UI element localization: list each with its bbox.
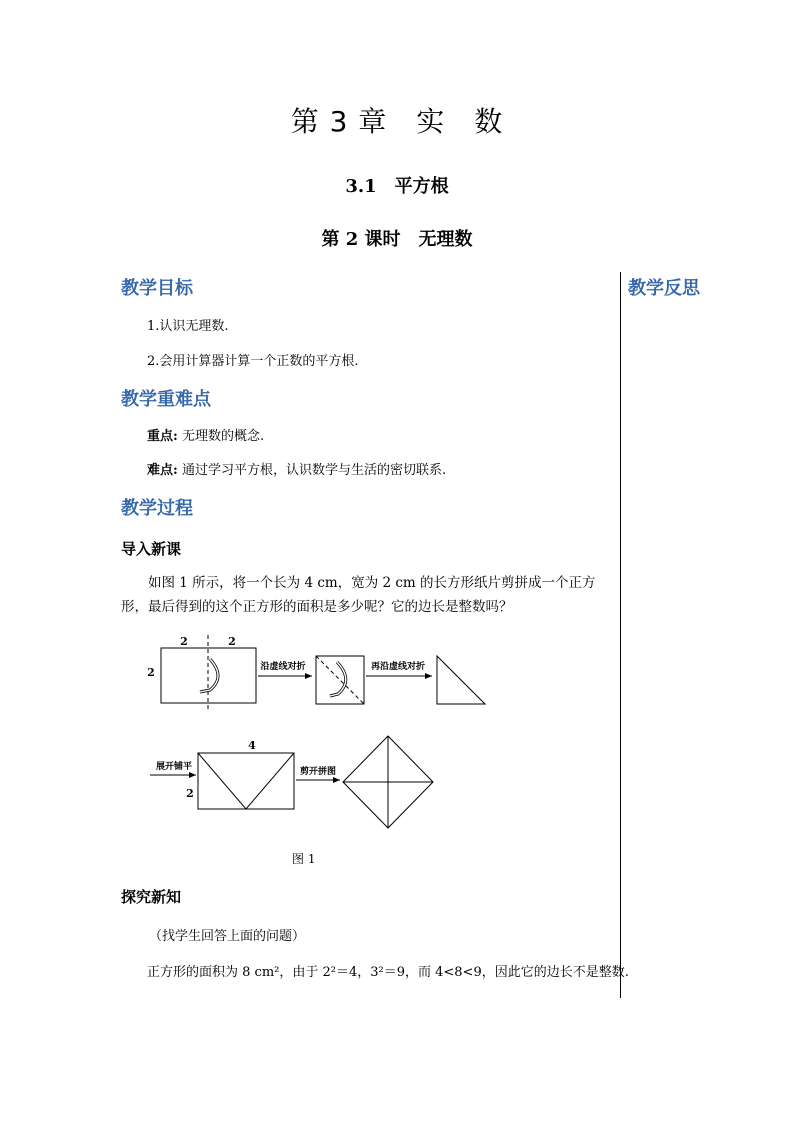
step-3-label: 展开铺平 bbox=[155, 762, 193, 772]
key-point-text: 无理数的概念. bbox=[177, 429, 265, 444]
step-1-label: 沿虚线对折 bbox=[260, 662, 306, 672]
keypoints-heading: 教学重难点 bbox=[121, 389, 211, 410]
hard-point-line bbox=[147, 459, 446, 478]
column-divider bbox=[620, 272, 621, 998]
hard-point-label: 难点: bbox=[147, 463, 178, 478]
goal-item-2: 2.会用计算器计算一个正数的平方根. bbox=[147, 354, 359, 369]
explore-paragraph: 正方形的面积为 8 cm²，由于 2²＝4，3²＝9，而 4<8<9，因此它的边长不是整数. bbox=[147, 965, 629, 980]
label-top-left: 2 bbox=[180, 635, 188, 648]
intro-heading: 导入新课 bbox=[121, 540, 182, 558]
fold-arrow-icon-2 bbox=[330, 662, 346, 696]
figure-caption: 图 1 bbox=[292, 852, 316, 866]
label-top-right: 2 bbox=[228, 635, 236, 648]
intro-paragraph: 如图 1 所示，将一个长为 4 cm，宽为 2 cm 的长方形纸片剪拼成一个正方形，最后得到的这个正方形的面积是多少呢？它的边长是整数吗？ bbox=[121, 575, 596, 615]
goals-heading: 教学目标 bbox=[121, 278, 193, 299]
key-point-label: 重点: bbox=[147, 429, 178, 444]
explore-note: （找学生回答上面的问题） bbox=[149, 929, 306, 944]
step-2-label: 再沿虚线对折 bbox=[370, 662, 426, 672]
unfolded-sheet bbox=[198, 753, 294, 809]
step-4-label: 剪开拼图 bbox=[299, 767, 337, 777]
figure-row-1 bbox=[147, 635, 485, 712]
explore-heading: 探究新知 bbox=[121, 888, 182, 906]
chapter-title: 第 3 章 实 数 bbox=[290, 105, 504, 138]
process-heading: 教学过程 bbox=[121, 498, 193, 519]
reflection-heading: 教学反思 bbox=[628, 278, 700, 299]
triangle-sheet bbox=[437, 656, 485, 704]
cut-lines bbox=[198, 753, 294, 809]
figure-row-2 bbox=[150, 736, 433, 828]
label-length: 4 bbox=[248, 739, 256, 752]
label-width: 2 bbox=[186, 787, 194, 800]
lesson-title: 第 2 课时 无理数 bbox=[321, 229, 473, 250]
label-side: 2 bbox=[147, 666, 155, 679]
hard-point-text: 通过学习平方根，认识数学与生活的密切联系. bbox=[177, 463, 447, 478]
section-title: 3.1 平方根 bbox=[345, 176, 449, 197]
goal-item-1: 1.认识无理数. bbox=[147, 319, 229, 334]
fold-arrow-icon bbox=[200, 659, 218, 692]
key-point-line bbox=[147, 425, 264, 444]
paper-folding-figure bbox=[140, 632, 500, 842]
